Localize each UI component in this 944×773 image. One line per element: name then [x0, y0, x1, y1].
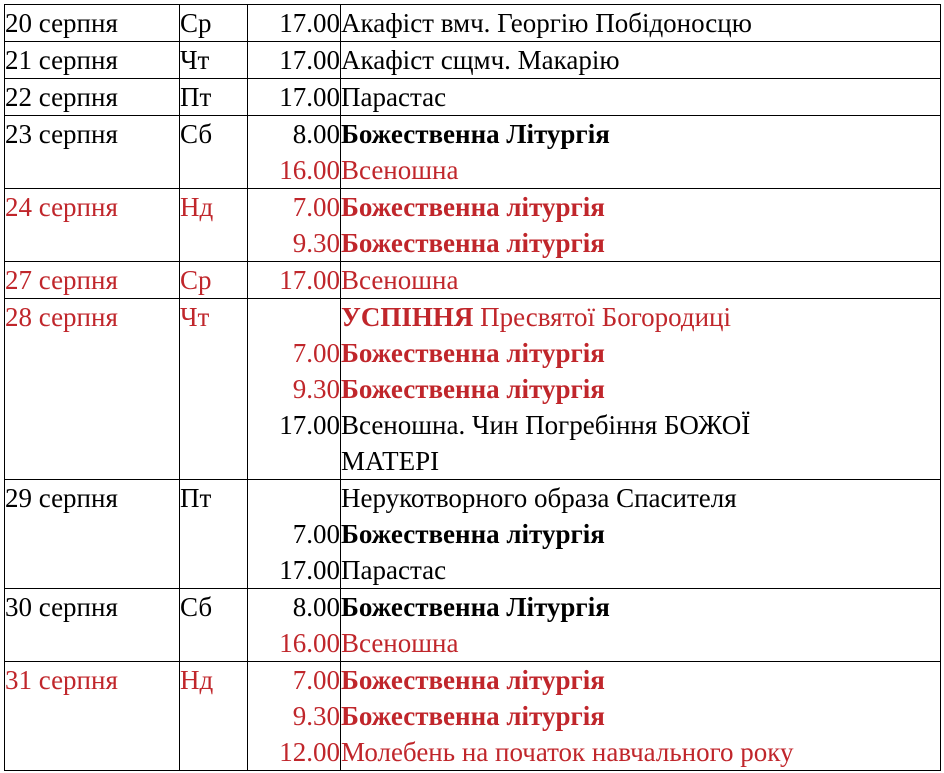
- table-row: [5, 662, 941, 771]
- weekday-cell: [180, 662, 248, 771]
- service-name: [341, 42, 940, 78]
- service-name: [341, 480, 940, 516]
- table-row: [5, 5, 941, 42]
- table-row: [5, 189, 941, 262]
- service-name-part: Парастас: [341, 555, 447, 585]
- service-name-part: МАТЕРІ: [341, 446, 440, 476]
- date-text: 23 серпня: [5, 119, 118, 149]
- event-cell: [341, 299, 941, 480]
- service-name-part: Божественна літургія: [341, 374, 605, 404]
- service-name-part: Пресвятої Богородиці: [473, 302, 731, 332]
- date-cell: [5, 262, 180, 299]
- table-row: [5, 42, 941, 79]
- event-cell: [341, 5, 941, 42]
- event-cell: [341, 589, 941, 662]
- time-cell: [248, 189, 341, 262]
- time-cell: [248, 5, 341, 42]
- table-row: [5, 79, 941, 116]
- event-cell: [341, 79, 941, 116]
- weekday-text: Сб: [180, 119, 213, 149]
- date-text: 21 серпня: [5, 45, 118, 75]
- weekday-cell: [180, 262, 248, 299]
- time-cell: [248, 589, 341, 662]
- service-name: [341, 116, 940, 152]
- service-name: [341, 189, 940, 225]
- event-cell: [341, 262, 941, 299]
- table-row: [5, 116, 941, 189]
- service-name-part: Парастас: [341, 82, 447, 112]
- weekday-cell: [180, 116, 248, 189]
- date-cell: [5, 480, 180, 589]
- service-name: [341, 589, 940, 625]
- weekday-cell: [180, 5, 248, 42]
- table-row: [5, 480, 941, 589]
- service-name-part: Божественна літургія: [341, 192, 605, 222]
- service-time: 12.00: [279, 737, 340, 767]
- service-time: 7.00: [292, 519, 340, 549]
- service-time: 8.00: [292, 592, 340, 622]
- service-time: 17.00: [279, 82, 340, 112]
- date-cell: [5, 189, 180, 262]
- schedule-body: [5, 5, 941, 771]
- service-name: [341, 625, 940, 661]
- service-name: [341, 225, 940, 261]
- service-time: 16.00: [279, 155, 340, 185]
- weekday-text: Чт: [180, 45, 210, 75]
- time-cell: [248, 42, 341, 79]
- service-name-part: Божественна літургія: [341, 665, 605, 695]
- weekday-text: Нд: [180, 665, 214, 695]
- weekday-text: Сб: [180, 592, 213, 622]
- service-time: [248, 480, 340, 516]
- service-name: [341, 407, 940, 443]
- schedule-table: [4, 4, 941, 771]
- time-cell: [248, 262, 341, 299]
- date-cell: [5, 42, 180, 79]
- weekday-cell: [180, 589, 248, 662]
- date-text: 27 серпня: [5, 265, 118, 295]
- weekday-cell: [180, 79, 248, 116]
- service-time: 17.00: [279, 265, 340, 295]
- service-name: [341, 698, 940, 734]
- service-time: 7.00: [292, 338, 340, 368]
- service-time: 8.00: [292, 119, 340, 149]
- service-name: [341, 299, 940, 335]
- service-name: [341, 152, 940, 188]
- event-cell: [341, 42, 941, 79]
- service-name: [341, 516, 940, 552]
- service-name-part: Божественна літургія: [341, 228, 605, 258]
- date-cell: [5, 116, 180, 189]
- service-time: 17.00: [279, 8, 340, 38]
- service-name: [341, 335, 940, 371]
- table-row: [5, 589, 941, 662]
- event-cell: [341, 116, 941, 189]
- date-text: 20 серпня: [5, 8, 118, 38]
- service-name-part: УСПІННЯ: [341, 302, 474, 332]
- service-name-part: Божественна літургія: [341, 338, 605, 368]
- service-name: [341, 443, 940, 479]
- event-cell: [341, 480, 941, 589]
- service-name: [341, 371, 940, 407]
- date-text: 28 серпня: [5, 302, 118, 332]
- service-time: 16.00: [279, 628, 340, 658]
- service-name: [341, 662, 940, 698]
- event-cell: [341, 189, 941, 262]
- time-cell: [248, 662, 341, 771]
- date-cell: [5, 589, 180, 662]
- service-name: [341, 734, 940, 770]
- date-cell: [5, 5, 180, 42]
- time-cell: [248, 116, 341, 189]
- service-time: 17.00: [279, 410, 340, 440]
- time-cell: [248, 480, 341, 589]
- service-name-part: Всеношна: [341, 265, 459, 295]
- weekday-text: Ср: [180, 8, 212, 38]
- event-cell: [341, 662, 941, 771]
- service-name-part: Божественна Літургія: [341, 119, 610, 149]
- service-name-part: Божественна літургія: [341, 519, 605, 549]
- weekday-cell: [180, 42, 248, 79]
- service-time: 17.00: [279, 555, 340, 585]
- service-time: 9.30: [292, 701, 340, 731]
- table-row: [5, 299, 941, 480]
- date-cell: [5, 79, 180, 116]
- service-name: [341, 552, 940, 588]
- date-cell: [5, 299, 180, 480]
- service-name: [341, 262, 940, 298]
- table-row: [5, 262, 941, 299]
- service-time: 7.00: [292, 665, 340, 695]
- date-text: 31 серпня: [5, 665, 118, 695]
- date-text: 24 серпня: [5, 192, 118, 222]
- weekday-text: Пт: [180, 483, 212, 513]
- service-time: 7.00: [292, 192, 340, 222]
- service-name: [341, 79, 940, 115]
- weekday-text: Пт: [180, 82, 212, 112]
- service-name-part: Всеношна. Чин Погребіння БОЖОЇ: [341, 410, 751, 440]
- date-text: 22 серпня: [5, 82, 118, 112]
- service-name: [341, 5, 940, 41]
- date-text: 29 серпня: [5, 483, 118, 513]
- weekday-text: Ср: [180, 265, 212, 295]
- weekday-cell: [180, 480, 248, 589]
- service-name-part: Молебень на початок навчального року: [341, 737, 794, 767]
- service-time: [248, 299, 340, 335]
- time-cell: [248, 79, 341, 116]
- service-time: 17.00: [279, 45, 340, 75]
- service-name-part: Божественна Літургія: [341, 592, 610, 622]
- weekday-cell: [180, 189, 248, 262]
- date-cell: [5, 662, 180, 771]
- time-cell: [248, 299, 341, 480]
- weekday-text: Чт: [180, 302, 210, 332]
- date-text: 30 серпня: [5, 592, 118, 622]
- service-name-part: Божественна літургія: [341, 701, 605, 731]
- service-name-part: Всеношна: [341, 628, 459, 658]
- weekday-cell: [180, 299, 248, 480]
- weekday-text: Нд: [180, 192, 214, 222]
- service-name-part: Акафіст сщмч. Макарію: [341, 45, 620, 75]
- service-name-part: Всеношна: [341, 155, 459, 185]
- service-time: 9.30: [292, 374, 340, 404]
- service-time: 9.30: [292, 228, 340, 258]
- service-name-part: Нерукотворного образа Спасителя: [341, 483, 737, 513]
- service-name-part: Акафіст вмч. Георгію Побідоносцю: [341, 8, 752, 38]
- service-time: [248, 443, 340, 479]
